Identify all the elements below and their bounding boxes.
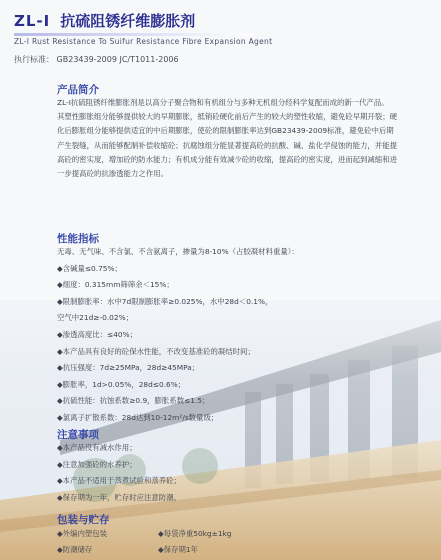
intro-heading: 产品简介 xyxy=(57,84,99,96)
spec-line: ◆细度：0.315mm筛筛余＜15%； xyxy=(57,280,174,290)
note-line: ◆保存期为一年，贮存时应注意防潮。 xyxy=(57,492,181,502)
packaging-item: ◆保存期1年 xyxy=(158,545,198,554)
spec-line: ◆抗压强度：7d≥25MPa，28d≥45MPa； xyxy=(57,363,200,373)
spec-line: ◆氯离子扩散系数：28d达到10-12m²/s数量级； xyxy=(57,412,219,422)
intro-paragraphs xyxy=(57,96,397,181)
packaging-row xyxy=(57,528,357,539)
spec-line: ◆本产品具有良好的砼保水性能，不改变基准砼的凝结时间； xyxy=(57,346,255,356)
product-title-en: ZL-I Rust Resistance To Suifur Resistance Fibre Expansion Agent xyxy=(14,37,273,46)
packaging-row xyxy=(57,544,357,555)
packaging-item: ◆每袋净重50kg±1kg xyxy=(158,529,232,538)
note-line: ◆注意加强砼的水养护； xyxy=(57,459,137,469)
spec-line: ◆限制膨胀率：水中7d限制膨胀率≥0.025%，水中28d＜0.1%， xyxy=(57,296,273,306)
packaging-item: ◆防潮储存 xyxy=(57,545,93,554)
spec-line: ◆膨胀率，1d>0.05%，28d≤0.6%； xyxy=(57,379,186,389)
note-line: ◆本产品不适用于蒸煮试验和蒸养砼； xyxy=(57,476,181,486)
spec-line: ◆含碱量≤0.75%； xyxy=(57,263,122,273)
intro-para-1: ZL-I抗硫阻锈纤维膨胀剂是以高分子聚合物和有机组分与多种无机组分经科学复配而成的新一代产品。 xyxy=(57,98,389,107)
spec-line: ◆渗透高度比：≤40%； xyxy=(57,329,138,339)
intro-para-2: 其塑性膨胀组分能够提供较大的早期膨胀，抵销砼硬化前后产生的较大的塑性收缩，避免砼早期开裂；硬化后膨胀组分能够提供适宜的中后期膨胀，使砼的限制膨胀率达到GB23439-2009标准，避免砼中后期产生裂缝，从而能够配制补偿收缩砼；抗腐蚀组分能显著提高砼的抗酸、碱、盐化学侵蚀的能力，并能提高砼的密实度，增加砼的防水能力；有机成分能有效减少砼的收缩，提高砼的密实度，进而起到减缩和进一步提高砼的抗渗透能力之作用。 xyxy=(57,112,397,179)
product-title-cn: 抗硫阻锈纤维膨胀剂 xyxy=(60,12,196,30)
product-model: ZL-I xyxy=(14,12,51,30)
packaging-item: ◆外编内塑包装 xyxy=(57,529,108,538)
packaging-heading: 包装与贮存 xyxy=(57,514,110,526)
specs-list xyxy=(57,244,397,427)
spec-line: ◆抗硫性能：抗蚀系数≥0.9，膨胀系数≤1.5； xyxy=(57,396,210,406)
notes-heading: 注意事项 xyxy=(57,429,99,441)
note-line: ◆本产品没有减水作用； xyxy=(57,443,137,452)
spec-line: 空气中21d≥-0.02%； xyxy=(57,313,133,323)
title-underline xyxy=(14,33,254,36)
spec-line: 无毒、无气味、不含氯、不含氨离子，掺量为8-10%（占胶凝材料重量）： xyxy=(57,247,299,256)
specs-heading: 性能指标 xyxy=(57,233,99,245)
execution-standard: 执行标准： GB23439-2009 JC/T1011-2006 xyxy=(14,55,179,64)
notes-list xyxy=(57,440,397,506)
